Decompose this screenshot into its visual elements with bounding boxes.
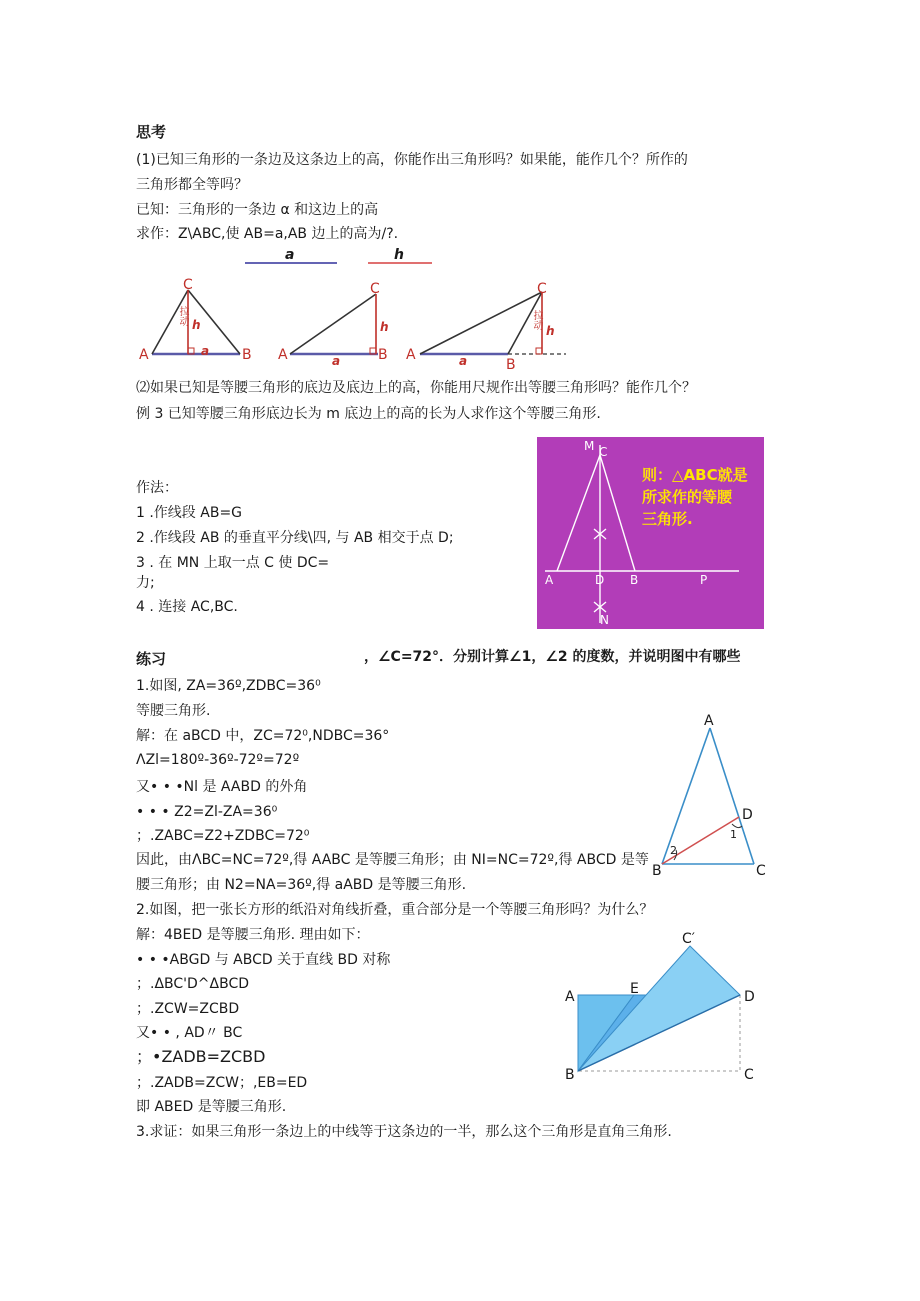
- ex1-line-5: 又• • •Nl 是 AABD 的外角: [136, 779, 308, 795]
- purple-label-d: D: [595, 573, 605, 587]
- example-3: 例 3 已知等腰三角形底边长为 m 底边上的高的长为人求作这个等腰三角形.: [136, 406, 601, 422]
- tri2-label-a: a: [332, 354, 341, 368]
- ex2-line-4: ；.ΔBC'D^ΔBCD: [136, 976, 250, 992]
- ex1-line-4: ΛZl=180º-36º-72º=72º: [136, 752, 300, 768]
- tri2-label-c: C: [370, 281, 380, 297]
- segment-h-figure: [368, 248, 436, 270]
- ex2-line-5: ；.ZCW=ZCBD: [136, 1001, 240, 1017]
- ex1-fig-label-1: 1: [730, 828, 737, 841]
- tri3-label-a: a: [459, 354, 468, 368]
- heading-thinking: 思考: [136, 123, 167, 141]
- purple-label-m: M: [584, 439, 595, 453]
- ex1-fig-label-b: B: [652, 863, 662, 879]
- ex2-line-2: 解：4BED 是等腰三角形. 理由如下：: [136, 927, 370, 943]
- tri2-label-b-vertex: B: [378, 347, 388, 363]
- ex2-fig-label-d: D: [744, 989, 755, 1005]
- method-title: 作法：: [136, 480, 178, 496]
- tri3-label-h: h: [546, 324, 555, 338]
- tri2-label-a-vertex: A: [278, 347, 288, 363]
- segment-a-label: a: [285, 247, 295, 263]
- tri1-label-c: C: [183, 277, 193, 293]
- purple-caption-3: 三角形.: [642, 510, 693, 528]
- construct-text: 求作：Z\ABC,使 AB=a,AB 边上的高为/?.: [136, 226, 399, 242]
- step-3: 3 . 在 MN 上取一点 C 使 DC=: [136, 555, 330, 571]
- segment-a-figure: [245, 248, 340, 270]
- purple-label-c: C: [599, 445, 608, 459]
- ex2-fig-label-b: B: [565, 1067, 575, 1083]
- ex1-triangle-figure: [648, 712, 772, 882]
- ex1-line-9: 腰三角形；由 N2=NA=36º,得 aABD 是等腰三角形.: [136, 877, 467, 893]
- purple-label-p: P: [700, 573, 708, 587]
- tri1-label-h: h: [192, 318, 201, 332]
- tri2-label-h: h: [380, 320, 389, 334]
- heading-practice: 练习: [136, 650, 167, 668]
- tri3-label-c: C: [537, 281, 547, 297]
- purple-label-b: B: [630, 573, 639, 587]
- segment-h-label: h: [394, 247, 404, 263]
- ex2-line-1: 2.如图，把一张长方形的纸沿对角线折叠，重合部分是一个等腰三角形吗？为什么？: [136, 902, 654, 918]
- ex2-line-6: 又• • , AD〃 BC: [136, 1025, 243, 1041]
- tri1-label-a-vertex: A: [139, 347, 149, 363]
- ex1-line-2: 等腰三角形.: [136, 703, 211, 719]
- tri3-label-drag: 拉动: [531, 310, 542, 330]
- ex1-fig-label-a: A: [704, 713, 714, 729]
- step-2: 2 .作线段 AB 的垂直平分线\四, 与 AB 相交于点 D;: [136, 530, 454, 546]
- ex1-line-8: 因此，由ΛBC=NC=72º,得 AABC 是等腰三角形；由 NI=NC=72º,得 ABCD 是等: [136, 852, 649, 868]
- tri1-label-drag: 拉动: [177, 306, 188, 326]
- ex2-line-9: 即 ABED 是等腰三角形.: [136, 1099, 287, 1115]
- ex1-fig-label-d: D: [742, 807, 753, 823]
- ex2-fold-figure: [562, 928, 762, 1078]
- ex2-fig-label-cp: C′: [682, 931, 695, 947]
- ex1-line-1: 1.如图, ZA=36º,ZDBC=36⁰: [136, 678, 321, 694]
- question-1-line-2: 三角形都全等吗？: [136, 177, 248, 193]
- tri1-label-a: a: [201, 344, 210, 358]
- ex1-line-3: 解：在 aBCD 中，ZC=72⁰,NDBC=36°: [136, 728, 390, 744]
- purple-label-a: A: [545, 573, 554, 587]
- ex2-fig-label-e: E: [630, 981, 639, 997]
- ex2-line-7: ；•ZADB=ZCBD: [136, 1047, 266, 1066]
- purple-construction-figure: [537, 437, 764, 629]
- step-3-cont: 力;: [136, 575, 155, 591]
- ex1-fig-label-c: C: [756, 863, 766, 879]
- purple-label-n: N: [600, 613, 609, 627]
- purple-caption-1: 则：△ABC就是: [642, 466, 748, 484]
- ex2-fig-label-c: C: [744, 1067, 754, 1083]
- clipped-header-text: ，∠C=72°．分别计算∠1，∠2 的度数，并说明图中有哪些: [364, 649, 741, 665]
- step-1: 1 .作线段 AB=G: [136, 505, 243, 521]
- ex2-line-3: • • •ABGD 与 ABCD 关于直线 BD 对称: [136, 952, 391, 968]
- ex1-line-7: ；.ZABC=Z2+ZDBC=72⁰: [136, 828, 310, 844]
- step-4: 4 . 连接 AC,BC.: [136, 599, 238, 615]
- tri3-label-a-vertex: A: [406, 347, 416, 363]
- ex1-line-6: • • • Z2=Zl-ZA=36⁰: [136, 804, 278, 820]
- ex3-text: 3.求证：如果三角形一条边上的中线等于这条边的一半，那么这个三角形是直角三角形.: [136, 1124, 672, 1140]
- purple-caption-2: 所求作的等腰: [642, 488, 733, 506]
- given-text: 已知：三角形的一条边 α 和这边上的高: [136, 202, 379, 218]
- ex1-fig-label-2: 2: [670, 844, 677, 857]
- tri3-label-b-vertex: B: [506, 357, 516, 373]
- question-1-line-1: (1)已知三角形的一条边及这条边上的高，你能作出三角形吗？如果能，能作几个？所作的: [136, 152, 688, 168]
- tri1-label-b-vertex: B: [242, 347, 252, 363]
- question-2: ⑵如果已知是等腰三角形的底边及底边上的高，你能用尺规作出等腰三角形吗？能作几个？: [136, 380, 696, 396]
- ex2-line-8: ；.ZADB=ZCW；,EB=ED: [136, 1075, 308, 1091]
- ex2-fig-label-a: A: [565, 989, 575, 1005]
